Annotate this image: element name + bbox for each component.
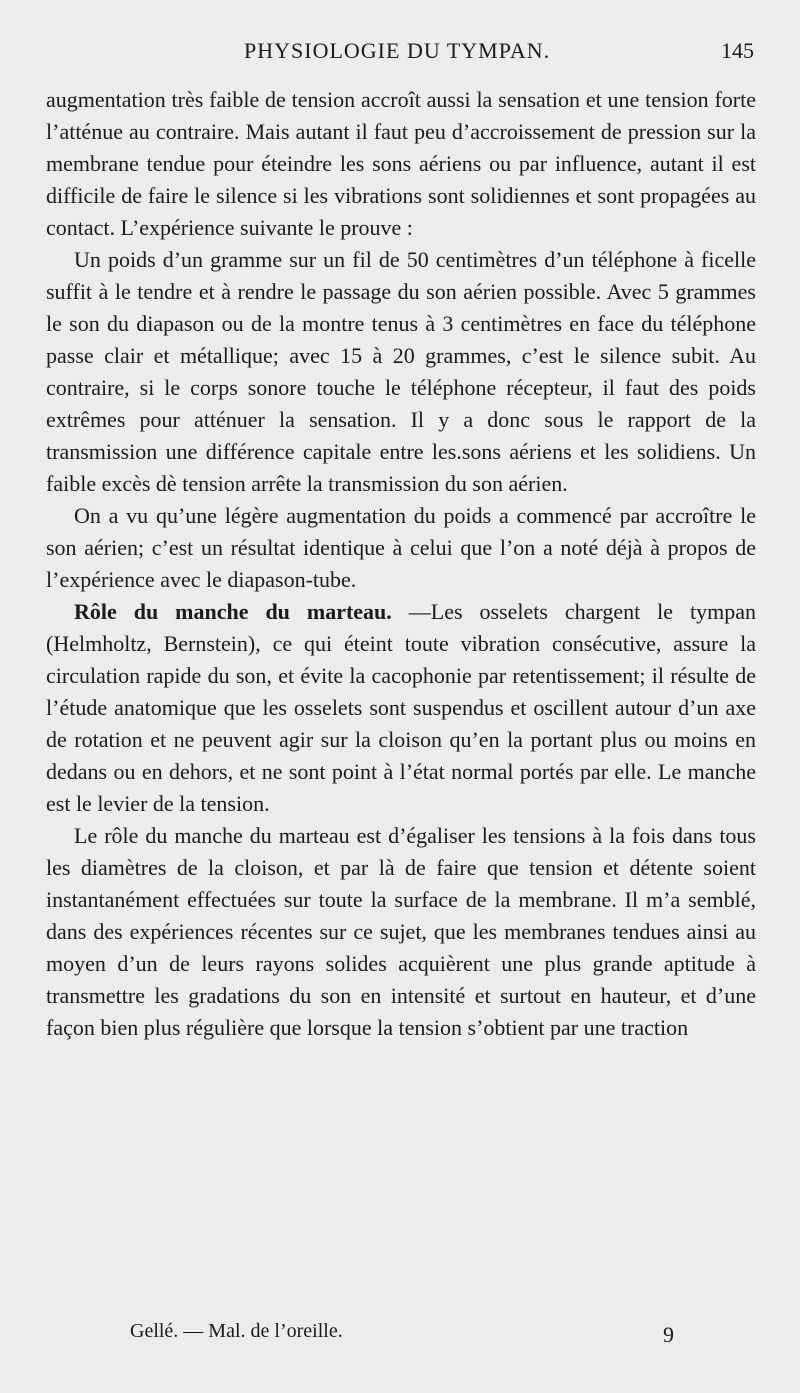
section-heading: Rôle du manche du marteau. [74,599,392,624]
paragraph-1: augmentation très faible de tension accroît aussi la sensation et une tension forte l’atténue au contraire. Mais autant il faut peu d’accroissement de pression sur la membrane tendue pour éteindre les sons aériens ou par influence, autant il est difficile de faire le silence si les vibrations sont solidiennes et sont propagées au contact. L’expérience suivante le prouve : [46,87,756,240]
body-text [46,84,756,1044]
paragraph-2: Un poids d’un gramme sur un fil de 50 centimètres d’un téléphone à ficelle suffit à le tendre et à rendre le passage du son aérien possible. Avec 5 grammes le son du diapason ou de la montre tenus à 3 centimètres en face du téléphone passe clair et métallique; avec 15 à 20 grammes, c’est le silence subit. Au contraire, si le corps sonore touche le téléphone récepteur, il faut des poids extrêmes pour atténuer la sensation. Il y a donc sous le rapport de la transmission une différence capitale entre les.sons aériens et les solidiens. Un faible excès dè tension arrête la transmission du son aérien. [46,247,756,496]
page-footer [130,1320,690,1350]
paragraph-5: Le rôle du manche du marteau est d’égaliser les tensions à la fois dans tous les diamètres de la cloison, et par là de faire que tension et détente soient instantanément effectuées sur toute la surface de la membrane. Il m’a semblé, dans des expériences récentes sur ce sujet, que les membranes tendues ainsi au moyen d’un de leurs rayons solides acquièrent une plus grande aptitude à transmettre les gradations du son en intensité et surtout en hauteur, et d’une façon bien plus régulière que lorsque la tension s’obtient par une traction [46,823,756,1040]
paragraph-4-text: —Les osselets chargent le tympan (Helmholtz, Bernstein), ce qui éteint toute vibration consécutive, assure la circulation rapide du son, et évite la cacophonie par retentissement; il résulte de l’étude anatomique que les osselets sont suspendus et oscillent autour d’un axe de rotation et ne peuvent agir sur la cloison qu’en la portant plus ou moins en dedans ou en dehors, et ne sont point à l’état normal portés par elle. Le manche est le levier de la tension. [46,599,757,816]
running-title: PHYSIOLOGIE DU TYMPAN. [244,38,551,63]
paragraph-3: On a vu qu’une légère augmentation du poids a commencé par accroître le son aérien; c’est un résultat identique à celui que l’on a noté déjà à propos de l’expérience avec le diapason-tube. [46,503,756,592]
page-number: 145 [721,38,754,63]
footer-author-title: Gellé. — Mal. de l’oreille. [130,1320,343,1342]
paragraph-4 [46,596,756,820]
page-header [44,38,764,72]
signature-mark: 9 [663,1322,674,1347]
